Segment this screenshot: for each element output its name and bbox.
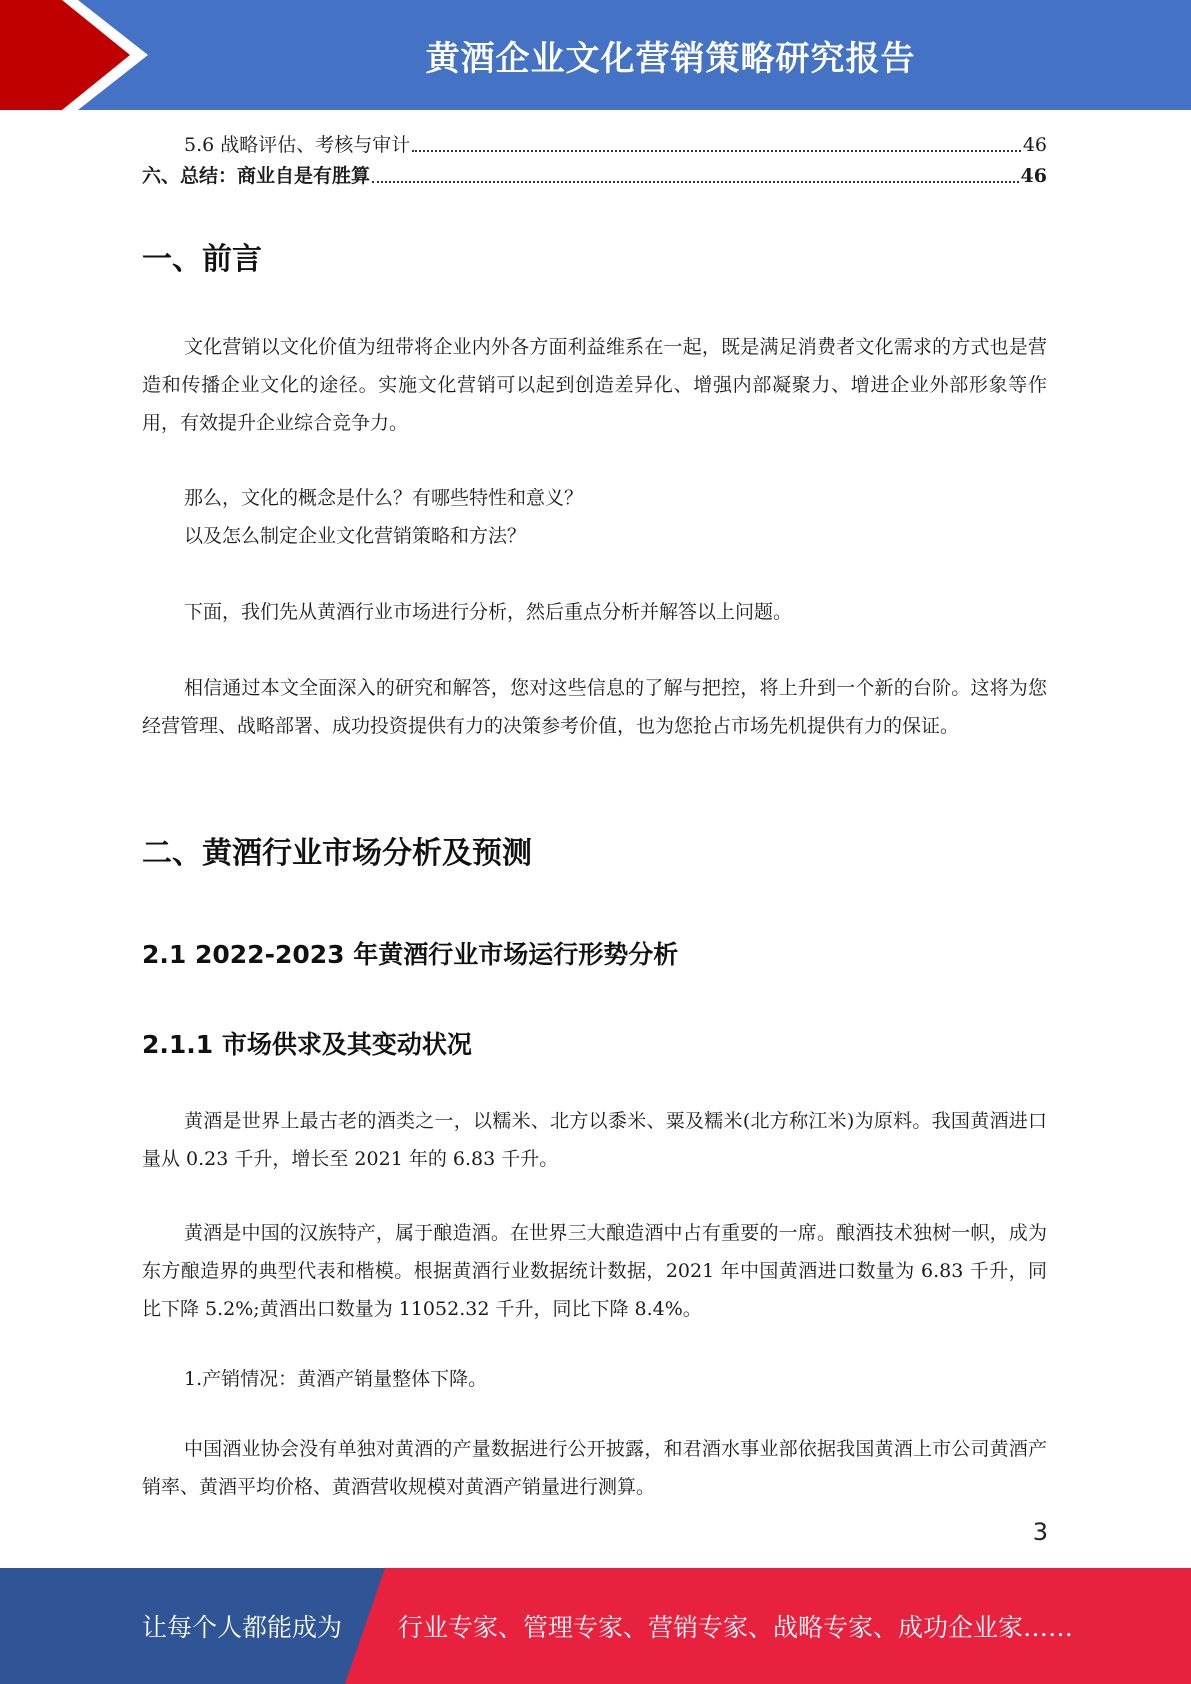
preface-paragraph: 下面，我们先从黄酒行业市场进行分析，然后重点分析并解答以上问题。	[184, 601, 793, 623]
subsubsection-heading: 2.1.1 市场供求及其变动状况	[142, 1030, 472, 1059]
header-banner	[0, 0, 1191, 110]
footer-banner	[0, 1568, 1191, 1684]
toc-entry[interactable]	[142, 161, 1047, 188]
toc-entry[interactable]	[184, 130, 1047, 157]
preface-question: 那么，文化的概念是什么？有哪些特性和意义？	[184, 487, 584, 509]
toc-entry-page: 46	[1020, 165, 1047, 187]
footer-slogan-left: 让每个人都能成为	[142, 1613, 343, 1642]
market-paragraph: 1.产销情况：黄酒产销量整体下降。	[184, 1368, 488, 1390]
page-number: 3	[1032, 1518, 1048, 1546]
toc-entry-label: 六、总结：商业自是有胜算	[142, 165, 371, 187]
market-paragraph: 黄酒是中国的汉族特产，属于酿造酒。在世界三大酿造酒中占有重要的一席。酿酒技术独树一帜，成为东方酿造界的典型代表和楷模。根据黄酒行业数据统计数据，2021 年中国黄酒进口数量为 6.83 千升，同比下降 5.2%;黄酒出口数量为 11052.32 千升，同比下降 8.4%。	[142, 1222, 1047, 1320]
report-title: 黄酒企业文化营销策略研究报告	[425, 38, 916, 79]
toc-leader-dots	[372, 181, 1019, 183]
toc-entry-page: 46	[1022, 134, 1047, 156]
subsection-heading: 2.1 2022-2023 年黄酒行业市场运行形势分析	[142, 940, 679, 969]
footer-slogan-right: 行业专家、管理专家、营销专家、战略专家、成功企业家……	[398, 1613, 1074, 1642]
section-heading-market: 二、黄酒行业市场分析及预测	[142, 836, 532, 871]
toc-entry-label: 5.6 战略评估、考核与审计	[184, 134, 411, 156]
section-heading-preface: 一、前言	[142, 242, 262, 277]
toc-leader-dots	[412, 150, 1021, 152]
market-paragraph: 黄酒是世界上最古老的酒类之一，以糯米、北方以黍米、粟及糯米(北方称江米)为原料。我国黄酒进口量从 0.23 千升，增长至 2021 年的 6.83 千升。	[142, 1110, 1047, 1170]
market-paragraph: 中国酒业协会没有单独对黄酒的产量数据进行公开披露，和君酒水事业部依据我国黄酒上市公司黄酒产销率、黄酒平均价格、黄酒营收规模对黄酒产销量进行测算。	[142, 1438, 1047, 1498]
preface-question: 以及怎么制定企业文化营销策略和方法？	[184, 525, 527, 547]
header-arrow-icon	[0, 0, 160, 110]
preface-paragraph: 文化营销以文化价值为纽带将企业内外各方面利益维系在一起，既是满足消费者文化需求的方式也是营造和传播企业文化的途径。实施文化营销可以起到创造差异化、增强内部凝聚力、增进企业外部形象等作用，有效提升企业综合竞争力。	[142, 336, 1047, 434]
preface-paragraph: 相信通过本文全面深入的研究和解答，您对这些信息的了解与把控，将上升到一个新的台阶。这将为您经营管理、战略部署、成功投资提供有力的决策参考价值，也为您抢占市场先机提供有力的保证。	[142, 677, 1047, 737]
